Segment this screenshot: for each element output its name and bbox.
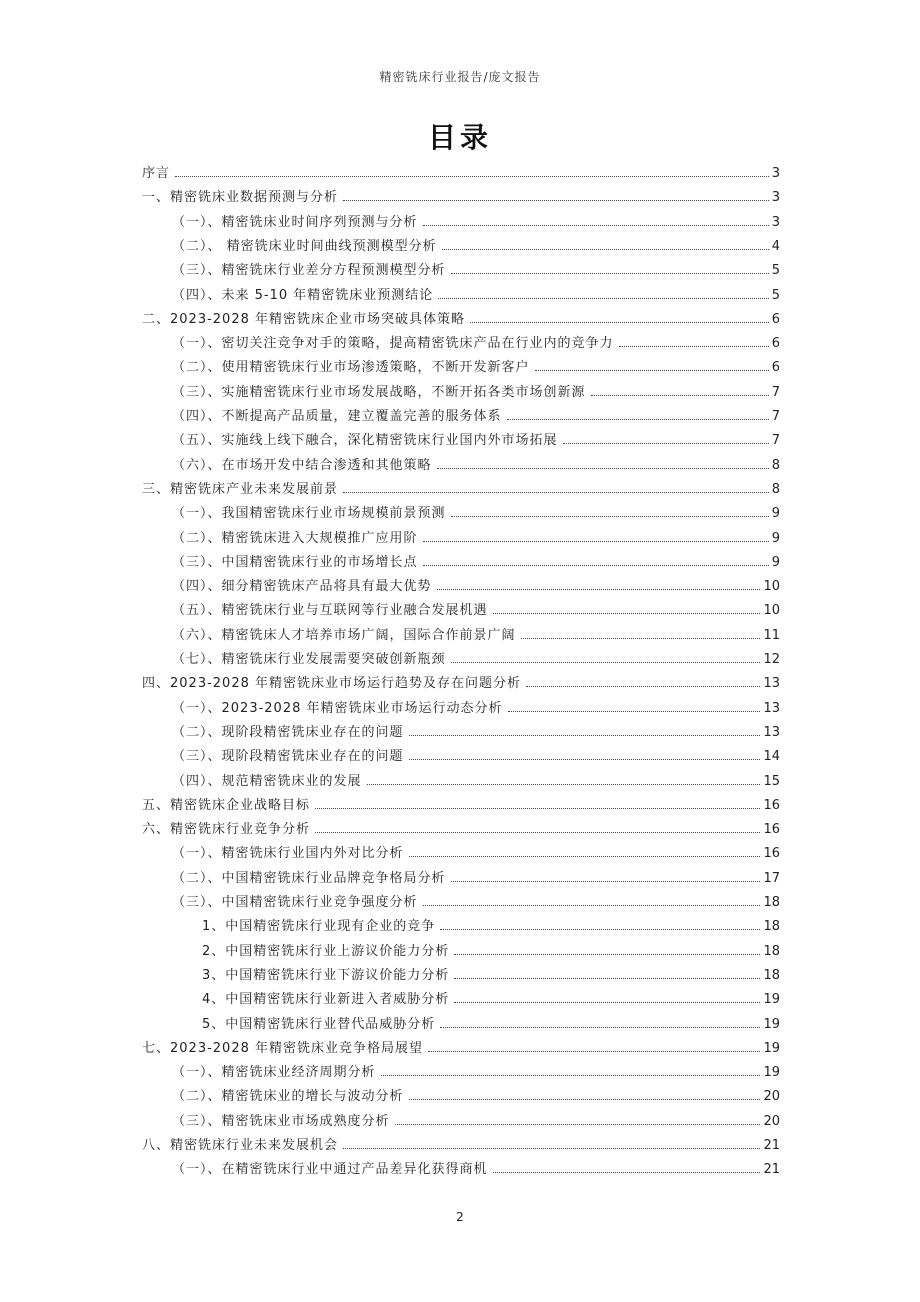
toc-entry-page: 20 bbox=[763, 1089, 780, 1105]
toc-entry-page: 19 bbox=[763, 1016, 780, 1032]
toc-entry-page: 7 bbox=[771, 433, 780, 449]
toc-dot-leader bbox=[591, 395, 769, 396]
toc-entry-label: （三）、实施精密铣床行业市场发展战略，不断开拓各类市场创新源 bbox=[172, 384, 586, 400]
toc-dot-leader bbox=[470, 322, 769, 323]
toc-dot-leader bbox=[493, 613, 761, 614]
toc-dot-leader bbox=[315, 808, 760, 809]
toc-entry-page: 19 bbox=[763, 992, 780, 1008]
toc-entry-label: （三）、精密铣床业市场成熟度分析 bbox=[172, 1113, 390, 1129]
toc-dot-leader bbox=[526, 686, 760, 687]
toc-entry-label: 一、精密铣床业数据预测与分析 bbox=[142, 190, 339, 206]
toc-entry-label: （三）、现阶段精密铣床业存在的问题 bbox=[172, 749, 404, 765]
toc-entry[interactable] bbox=[172, 284, 780, 308]
toc-entry[interactable] bbox=[142, 794, 780, 818]
toc-entry-page: 18 bbox=[763, 919, 780, 935]
toc-dot-leader bbox=[423, 905, 761, 906]
toc-entry[interactable] bbox=[142, 672, 780, 696]
toc-entry-label: （六）、精密铣床人才培养市场广阔，国际合作前景广阔 bbox=[172, 627, 516, 643]
toc-entry[interactable] bbox=[172, 527, 780, 551]
toc-dot-leader bbox=[451, 662, 761, 663]
toc-dot-leader bbox=[451, 273, 769, 274]
toc-entry[interactable] bbox=[172, 356, 780, 380]
toc-dot-leader bbox=[381, 1075, 761, 1076]
toc-entry-page: 7 bbox=[771, 384, 780, 400]
toc-entry-page: 16 bbox=[763, 822, 780, 838]
toc-entry-page: 18 bbox=[763, 943, 780, 959]
toc-entry-label: （二）、 精密铣床业时间曲线预测模型分析 bbox=[172, 238, 437, 254]
toc-entry[interactable] bbox=[172, 599, 780, 623]
toc-entry-page: 9 bbox=[771, 530, 780, 546]
toc-entry-label: （二）、使用精密铣床行业市场渗透策略，不断开发新客户 bbox=[172, 360, 530, 376]
toc-entry-page: 10 bbox=[763, 603, 780, 619]
toc-entry[interactable] bbox=[172, 624, 780, 648]
toc-dot-leader bbox=[437, 468, 769, 469]
toc-entry-label: 3、中国精密铣床行业下游议价能力分析 bbox=[202, 967, 450, 983]
toc-dot-leader bbox=[395, 1124, 761, 1125]
toc-dot-leader bbox=[438, 298, 768, 299]
toc-entry[interactable] bbox=[142, 186, 780, 210]
toc-entry[interactable] bbox=[172, 454, 780, 478]
page-header: 精密铣床行业报告/庞文报告 bbox=[379, 70, 541, 84]
toc-dot-leader bbox=[423, 565, 769, 566]
toc-entry[interactable] bbox=[172, 1085, 780, 1109]
toc-entry-label: （二）、中国精密铣床行业品牌竞争格局分析 bbox=[172, 870, 446, 886]
toc-entry[interactable] bbox=[202, 940, 780, 964]
toc-dot-leader bbox=[409, 759, 761, 760]
toc-entry[interactable] bbox=[142, 478, 780, 502]
toc-dot-leader bbox=[454, 1002, 760, 1003]
toc-entry-page: 19 bbox=[763, 1065, 780, 1081]
toc-entry[interactable] bbox=[172, 770, 780, 794]
toc-entry[interactable] bbox=[172, 842, 780, 866]
toc-entry[interactable] bbox=[202, 988, 780, 1012]
toc-entry-label: 五、精密铣床企业战略目标 bbox=[142, 797, 311, 813]
toc-entry[interactable] bbox=[172, 697, 780, 721]
toc-entry[interactable] bbox=[172, 1110, 780, 1134]
toc-entry-label: （三）、中国精密铣床行业的市场增长点 bbox=[172, 554, 418, 570]
toc-dot-leader bbox=[451, 516, 769, 517]
toc-entry-label: （一）、精密铣床业时间序列预测与分析 bbox=[172, 214, 418, 230]
toc-entry-page: 3 bbox=[771, 190, 780, 206]
toc-entry-page: 3 bbox=[771, 166, 780, 181]
toc-dot-leader bbox=[437, 589, 761, 590]
toc-dot-leader bbox=[451, 881, 761, 882]
toc-entry-page: 17 bbox=[763, 870, 780, 886]
toc-entry-label: （一）、精密铣床行业国内外对比分析 bbox=[172, 846, 404, 862]
toc-entry-page: 13 bbox=[763, 724, 780, 740]
toc-entry[interactable] bbox=[172, 502, 780, 526]
page-title: 目录 bbox=[427, 121, 492, 154]
toc-entry-label: （二）、精密铣床进入大规模推广应用阶 bbox=[172, 530, 418, 546]
toc-dot-leader bbox=[442, 249, 769, 250]
toc-entry-label: （七）、精密铣床行业发展需要突破创新瓶颈 bbox=[172, 652, 446, 667]
toc-dot-leader bbox=[409, 856, 761, 857]
toc-entry-page: 16 bbox=[763, 797, 780, 813]
toc-entry[interactable] bbox=[202, 915, 780, 939]
toc-entry-page: 9 bbox=[771, 554, 780, 570]
toc-entry[interactable] bbox=[172, 381, 780, 405]
toc-entry-label: （四）、规范精密铣床业的发展 bbox=[172, 773, 362, 789]
toc-dot-leader bbox=[507, 419, 769, 420]
toc-dot-leader bbox=[343, 1148, 760, 1149]
toc-entry-page: 6 bbox=[771, 336, 780, 352]
toc-entry-page: 6 bbox=[771, 360, 780, 376]
toc-entry-label: （五）、精密铣床行业与互联网等行业融合发展机遇 bbox=[172, 603, 488, 619]
toc-entry-page: 21 bbox=[763, 1138, 780, 1153]
toc-entry[interactable] bbox=[142, 162, 780, 186]
toc-entry-label: 三、精密铣床产业未来发展前景 bbox=[142, 481, 339, 497]
toc-dot-leader bbox=[175, 176, 769, 177]
toc-entry[interactable] bbox=[172, 551, 780, 575]
toc-entry-page: 9 bbox=[771, 506, 780, 522]
toc-entry-label: （四）、未来 5-10 年精密铣床业预测结论 bbox=[172, 287, 434, 303]
toc-dot-leader bbox=[343, 200, 769, 201]
toc-dot-leader bbox=[409, 735, 761, 736]
page-number: 2 bbox=[456, 1210, 464, 1224]
toc-dot-leader bbox=[428, 1051, 760, 1052]
toc-entry[interactable] bbox=[172, 405, 780, 429]
toc-dot-leader bbox=[440, 1027, 760, 1028]
toc-entry-label: 七、2023-2028 年精密铣床业竞争格局展望 bbox=[142, 1040, 423, 1056]
toc-entry[interactable] bbox=[172, 745, 780, 769]
toc-entry-label: （六）、在市场开发中结合渗透和其他策略 bbox=[172, 457, 432, 473]
toc-entry[interactable] bbox=[172, 1061, 780, 1085]
toc-entry[interactable] bbox=[142, 818, 780, 842]
toc-entry-label: 5、中国精密铣床行业替代品威胁分析 bbox=[202, 1016, 436, 1032]
toc-dot-leader bbox=[423, 541, 769, 542]
toc-entry-label: （二）、精密铣床业的增长与波动分析 bbox=[172, 1089, 404, 1105]
toc-entry-label: 八、精密铣床行业未来发展机会 bbox=[142, 1138, 339, 1153]
toc-entry-page: 21 bbox=[763, 1162, 780, 1178]
toc-dot-leader bbox=[619, 346, 769, 347]
toc-entry-label: （二）、现阶段精密铣床业存在的问题 bbox=[172, 724, 404, 740]
toc-dot-leader bbox=[535, 370, 769, 371]
toc-entry-page: 14 bbox=[763, 749, 780, 765]
toc-dot-leader bbox=[454, 954, 760, 955]
toc-entry[interactable] bbox=[172, 575, 780, 599]
toc-entry-label: （四）、细分精密铣床产品将具有最大优势 bbox=[172, 579, 432, 595]
toc-entry-label: 1、中国精密铣床行业现有企业的竞争 bbox=[202, 919, 436, 935]
toc-entry-page: 10 bbox=[763, 579, 780, 595]
toc-entry-label: 四、2023-2028 年精密铣床业市场运行趋势及存在问题分析 bbox=[142, 676, 521, 692]
toc-entry-label: （三）、中国精密铣床行业竞争强度分析 bbox=[172, 895, 418, 910]
toc-dot-leader bbox=[343, 492, 769, 493]
toc-dot-leader bbox=[454, 978, 760, 979]
toc-entry-label: （五）、实施线上线下融合，深化精密铣床行业国内外市场拓展 bbox=[172, 433, 558, 449]
toc-entry-page: 6 bbox=[771, 311, 780, 327]
toc-entry[interactable] bbox=[172, 891, 780, 915]
toc-entry[interactable] bbox=[142, 1037, 780, 1061]
toc-entry-page: 20 bbox=[763, 1113, 780, 1129]
toc-entry-label: 2、中国精密铣床行业上游议价能力分析 bbox=[202, 943, 450, 959]
toc-dot-leader bbox=[367, 784, 761, 785]
toc-entry-page: 3 bbox=[771, 214, 780, 230]
toc-dot-leader bbox=[423, 225, 769, 226]
toc-entry-label: （一）、密切关注竞争对手的策略，提高精密铣床产品在行业内的竞争力 bbox=[172, 336, 614, 352]
toc-entry[interactable] bbox=[172, 235, 780, 259]
toc-entry-label: （一）、我国精密铣床行业市场规模前景预测 bbox=[172, 506, 446, 522]
toc-dot-leader bbox=[440, 929, 760, 930]
toc-dot-leader bbox=[493, 1172, 761, 1173]
toc-entry-label: 二、2023-2028 年精密铣床企业市场突破具体策略 bbox=[142, 311, 465, 327]
toc-entry[interactable] bbox=[172, 721, 780, 745]
toc-entry[interactable] bbox=[172, 332, 780, 356]
toc-entry-page: 13 bbox=[763, 676, 780, 692]
toc-entry[interactable] bbox=[172, 211, 780, 235]
toc-entry-page: 4 bbox=[771, 238, 780, 254]
toc-entry[interactable] bbox=[172, 259, 780, 283]
toc-dot-leader bbox=[563, 443, 769, 444]
toc-entry[interactable] bbox=[202, 964, 780, 988]
toc-entry[interactable] bbox=[172, 867, 780, 891]
toc-entry-page: 18 bbox=[763, 967, 780, 983]
toc-dot-leader bbox=[315, 832, 760, 833]
toc-entry-page: 13 bbox=[763, 700, 780, 716]
toc-entry-label: （三）、精密铣床行业差分方程预测模型分析 bbox=[172, 263, 446, 279]
toc-entry-label: （一）、在精密铣床行业中通过产品差异化获得商机 bbox=[172, 1162, 488, 1178]
toc-entry-page: 8 bbox=[771, 457, 780, 473]
toc-entry-label: （一）、2023-2028 年精密铣床业市场运行动态分析 bbox=[172, 700, 503, 716]
toc-entry-label: 4、中国精密铣床行业新进入者威胁分析 bbox=[202, 992, 450, 1008]
toc-entry-page: 19 bbox=[763, 1040, 780, 1056]
toc-entry[interactable] bbox=[172, 1158, 780, 1182]
toc-entry-label: （一）、精密铣床业经济周期分析 bbox=[172, 1065, 376, 1081]
toc-entry-label: 六、精密铣床行业竞争分析 bbox=[142, 822, 311, 838]
toc-dot-leader bbox=[521, 638, 761, 639]
toc-entry-page: 12 bbox=[763, 652, 780, 667]
toc-entry-page: 5 bbox=[771, 263, 780, 279]
toc-entry[interactable] bbox=[172, 648, 780, 672]
toc-dot-leader bbox=[508, 711, 761, 712]
toc-entry-page: 18 bbox=[763, 895, 780, 910]
toc-entry-page: 16 bbox=[763, 846, 780, 862]
toc-entry-label: （四）、不断提高产品质量，建立覆盖完善的服务体系 bbox=[172, 409, 502, 424]
toc-entry-page: 7 bbox=[771, 409, 780, 424]
toc-entry[interactable] bbox=[142, 1134, 780, 1158]
toc-entry-page: 8 bbox=[771, 481, 780, 497]
toc-entry[interactable] bbox=[202, 1013, 780, 1037]
toc-entry-page: 15 bbox=[763, 773, 780, 789]
toc-entry[interactable] bbox=[142, 308, 780, 332]
toc-dot-leader bbox=[409, 1099, 761, 1100]
toc-entry[interactable] bbox=[172, 429, 780, 453]
toc-entry-page: 11 bbox=[763, 627, 780, 643]
toc-entry-label: 序言 bbox=[142, 166, 171, 181]
toc-entry-page: 5 bbox=[771, 287, 780, 303]
